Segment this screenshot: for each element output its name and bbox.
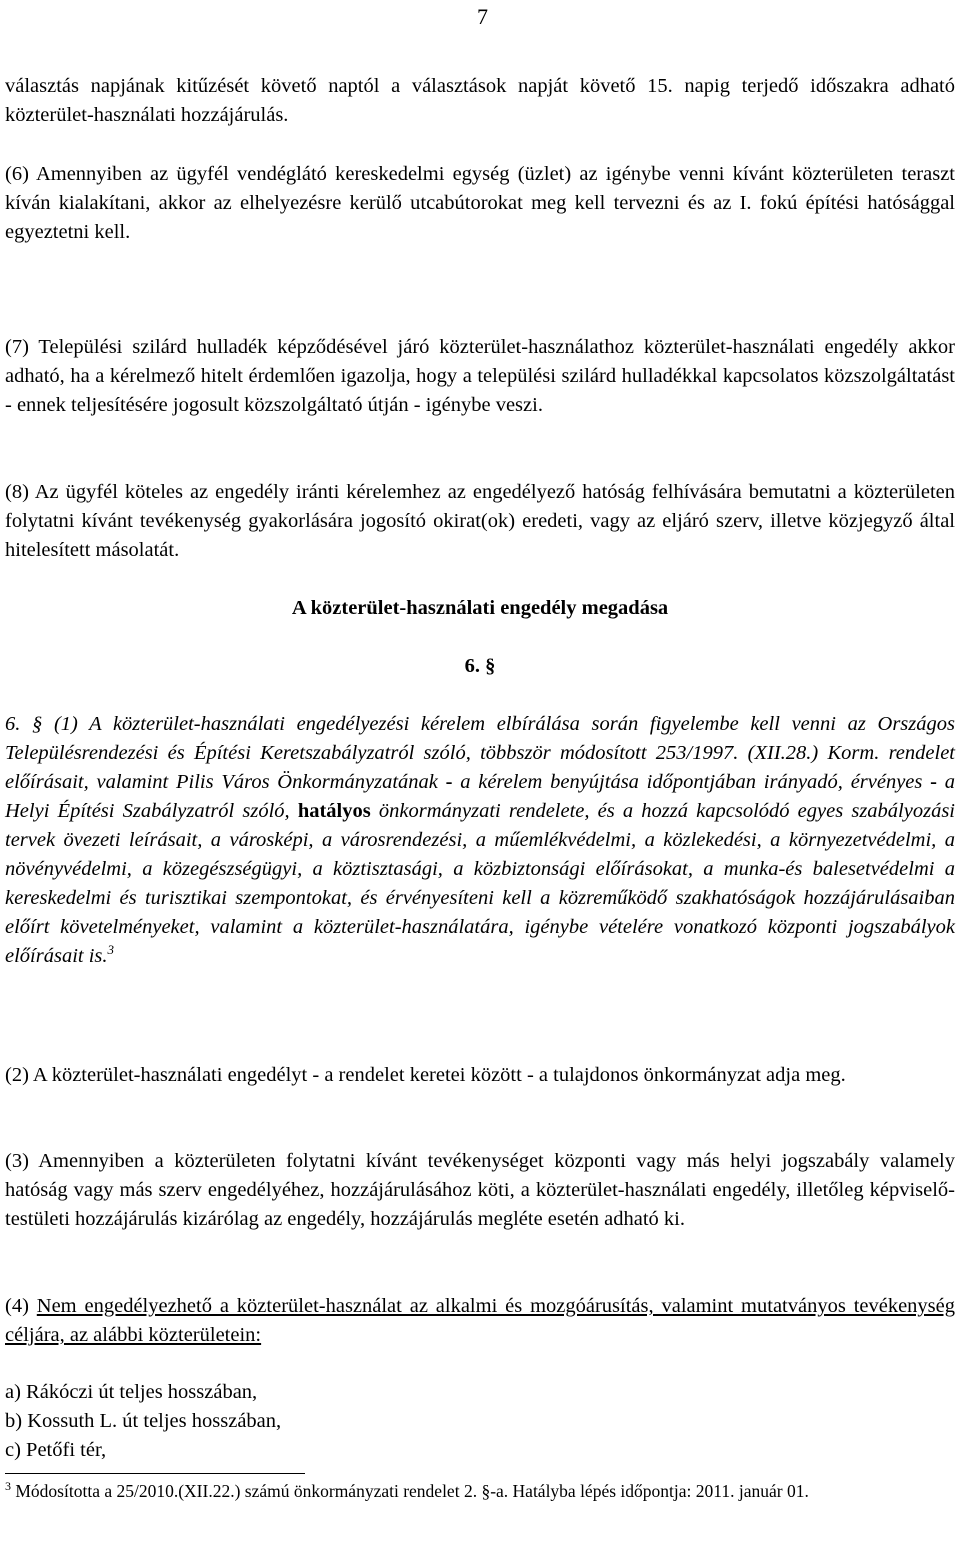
s6p1-mid1: rendelet előírásait, valamint Pilis Város Önkormányzatának: [5, 742, 955, 793]
s6p1-lead: 6. § (1) A közterület-használati engedélyezési kérelem elbírálása során figyelembe kell venni az Országos Településrendezési és Építési Keretszabályzatról szóló, többször módosított 253/1997. (XII.28.) Korm.: [5, 713, 955, 764]
s6p4-underlined: Nem engedélyezhető a közterület-használat az alkalmi és mozgóárusítás, valamint mutatványos tevékenység céljára, az alábbi közterületein:: [5, 1295, 956, 1346]
paragraph-6: (6) Amennyiben az ügyfél vendéglátó kereskedelmi egység (üzlet) az igénybe venni kívánt közterületen teraszt kíván kialakítani, akkor az elhelyezésre kerülő utcabútorokat meg kell tervezni és az I. fokú építési hatósággal egyeztetni kell.: [5, 163, 955, 243]
footnote: [5, 1478, 950, 1504]
list-item: c) Petőfi tér,: [5, 1439, 107, 1461]
s6p1-mid2: a kérelem benyújtása időpontjában irányadó, érvényes: [452, 771, 931, 793]
footnote-text: Módosította a 25/2010.(XII.22.) számú önkormányzati rendelet 2. §-a. Hatályba lépés időpontja: 2011. január 01.: [11, 1481, 809, 1501]
page-number: 7: [477, 4, 488, 29]
s6p4-prefix: (4): [5, 1295, 37, 1317]
section-6-paragraph-4: [5, 1292, 955, 1350]
s6p1-mid3: a Helyi Építési Szabályzatról szóló,: [5, 771, 955, 822]
section-6-paragraph-2: (2) A közterület-használati engedélyt - a rendelet keretei között - a tulajdonos önkormányzat adja meg.: [5, 1064, 846, 1086]
paragraph-7: (7) Települési szilárd hulladék képződésével járó közterület-használathoz közterület-használati engedély akkor adható, ha a kérelmező hitelt érdemlően igazolja, hogy a települési szilárd hulladékkal kapcsolatos közszolgáltatást - ennek teljesítésére jogosult közszolgáltató útján - igénybe veszi.: [5, 336, 955, 416]
s6p1-rest: önkormányzati rendelete, és a hozzá kapcsolódó egyes szabályozási tervek övezeti leírásait, a városképi, a városrendezési, a műemlékvédelmi, a közlekedési, a környezetvédelmi, a növényvédelmi, a közegészségügyi, a köztisztasági, a közbiztonsági előírásokat, a munka-és balesetvédelmi a kereskedelmi és turisztikai szempontokat, és érvényesíteni kell a közreműködő szakhatóságok hozzájárulásaiban előírt követelményeket, valamint a közterület-használatára, igénybe vételére vonatkozó központi jogszabályok előírásait is.: [5, 800, 955, 967]
s6p1-bold: hatályos: [297, 800, 371, 822]
section-number: 6. §: [464, 655, 496, 677]
section-6-paragraph-1: [5, 710, 955, 971]
footnote-number: 3: [5, 1479, 11, 1494]
s6p1-dash2: -: [930, 771, 937, 793]
section-6-paragraph-3: (3) Amennyiben a közterületen folytatni kívánt tevékenységet központi vagy más helyi jogszabály valamely hatóság vagy más szerv engedélyéhez, hozzájárulásához köti, a közterület-használati engedély, illetőleg képviselő-testületi hozzájárulás kizárólag az engedély, hozzájárulás megléte esetén adható ki.: [5, 1150, 955, 1230]
s6p1-dash1: -: [445, 771, 453, 793]
paragraph-8: (8) Az ügyfél köteles az engedély iránti kérelemhez az engedélyező hatóság felhívására bemutatni a közterületen folytatni kívánt tevékenység gyakorlására jogosító okirat(ok) eredeti, vagy az eljáró szerv, illetve közjegyző által hitelesített másolatát.: [5, 481, 955, 561]
section-heading: A közterület-használati engedély megadása: [291, 597, 669, 619]
list-item: a) Rákóczi út teljes hosszában,: [5, 1381, 258, 1403]
intro-paragraph: választás napjának kitűzését követő naptól a választások napját követő 15. napig terjedő időszakra adható közterület-használati hozzájárulás.: [5, 75, 955, 126]
footnote-divider: [5, 1473, 305, 1474]
footnote-ref: 3: [107, 942, 115, 958]
list-item: b) Kossuth L. út teljes hosszában,: [5, 1410, 282, 1432]
